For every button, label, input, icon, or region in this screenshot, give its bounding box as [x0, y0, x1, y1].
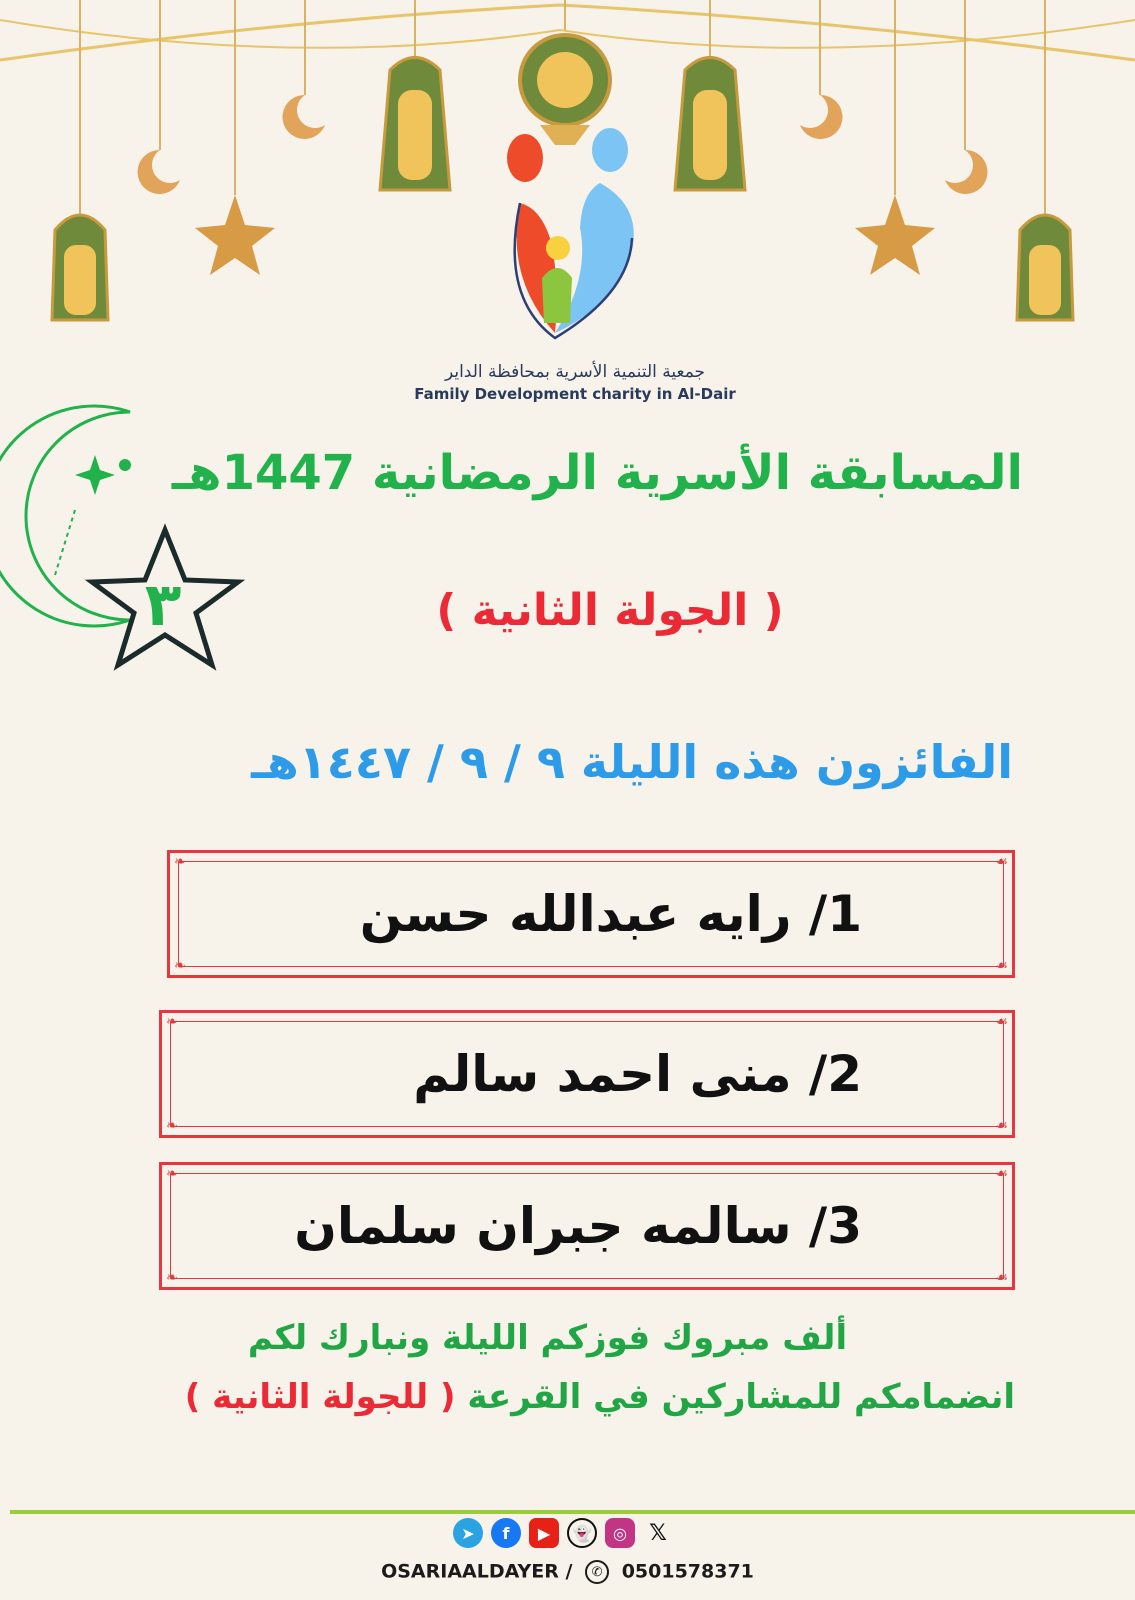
- winner-box-3: ❧ ☙ ❧ ☙ 3/ سالمه جبران سلمان: [159, 1162, 1015, 1290]
- winner-name: 3/ سالمه جبران سلمان: [294, 1197, 862, 1255]
- winner-name: 2/ منى احمد سالم: [413, 1045, 862, 1103]
- congrats-line-1: ألف مبروك فوزكم الليلة ونبارك لكم: [247, 1318, 848, 1358]
- whatsapp-icon: ✆: [585, 1560, 609, 1584]
- organization-name-english: Family Development charity in Al-Dair: [414, 385, 736, 403]
- footer-divider: [10, 1510, 1135, 1514]
- snapchat-icon[interactable]: 👻: [567, 1518, 597, 1548]
- crescent-star-badge: [0, 400, 260, 690]
- winner-box-2: ❧ ☙ ❧ ☙ 2/ منى احمد سالم: [159, 1010, 1015, 1138]
- congrats-line-2-round: ( للجولة الثانية ): [184, 1377, 456, 1417]
- badge-number: ٣: [144, 570, 182, 640]
- x-icon[interactable]: 𝕏: [643, 1518, 673, 1548]
- instagram-icon[interactable]: ◎: [605, 1518, 635, 1548]
- congrats-line-2: [185, 1377, 1015, 1417]
- winners-heading: الفائزون هذه الليلة ٩ / ٩ / ١٤٤٧هـ: [251, 735, 1013, 789]
- congrats-line-2-main: انضمامكم للمشاركين في القرعة: [467, 1377, 1015, 1417]
- social-icons: [453, 1518, 673, 1548]
- competition-title: المسابقة الأسرية الرمضانية 1447هـ: [171, 445, 1023, 501]
- organization-name-arabic: جمعية التنمية الأسرية بمحافظة الداير: [444, 362, 706, 382]
- lantern-icon: [52, 215, 108, 320]
- winner-name: 1/ رايه عبدالله حسن: [359, 885, 862, 943]
- contact-line: [0, 1560, 1135, 1584]
- round-title: ( الجولة الثانية ): [436, 585, 784, 636]
- winner-box-1: ❧ ☙ ❧ ☙ 1/ رايه عبدالله حسن: [167, 850, 1015, 978]
- charity-logo: [500, 128, 650, 348]
- youtube-icon[interactable]: ▶: [529, 1518, 559, 1548]
- sparkle-icon: [75, 455, 115, 495]
- phone-number: 0501578371: [621, 1560, 754, 1583]
- telegram-icon[interactable]: ➤: [453, 1518, 483, 1548]
- social-handle: OSARIAALDAYER /: [381, 1560, 573, 1583]
- facebook-icon[interactable]: f: [491, 1518, 521, 1548]
